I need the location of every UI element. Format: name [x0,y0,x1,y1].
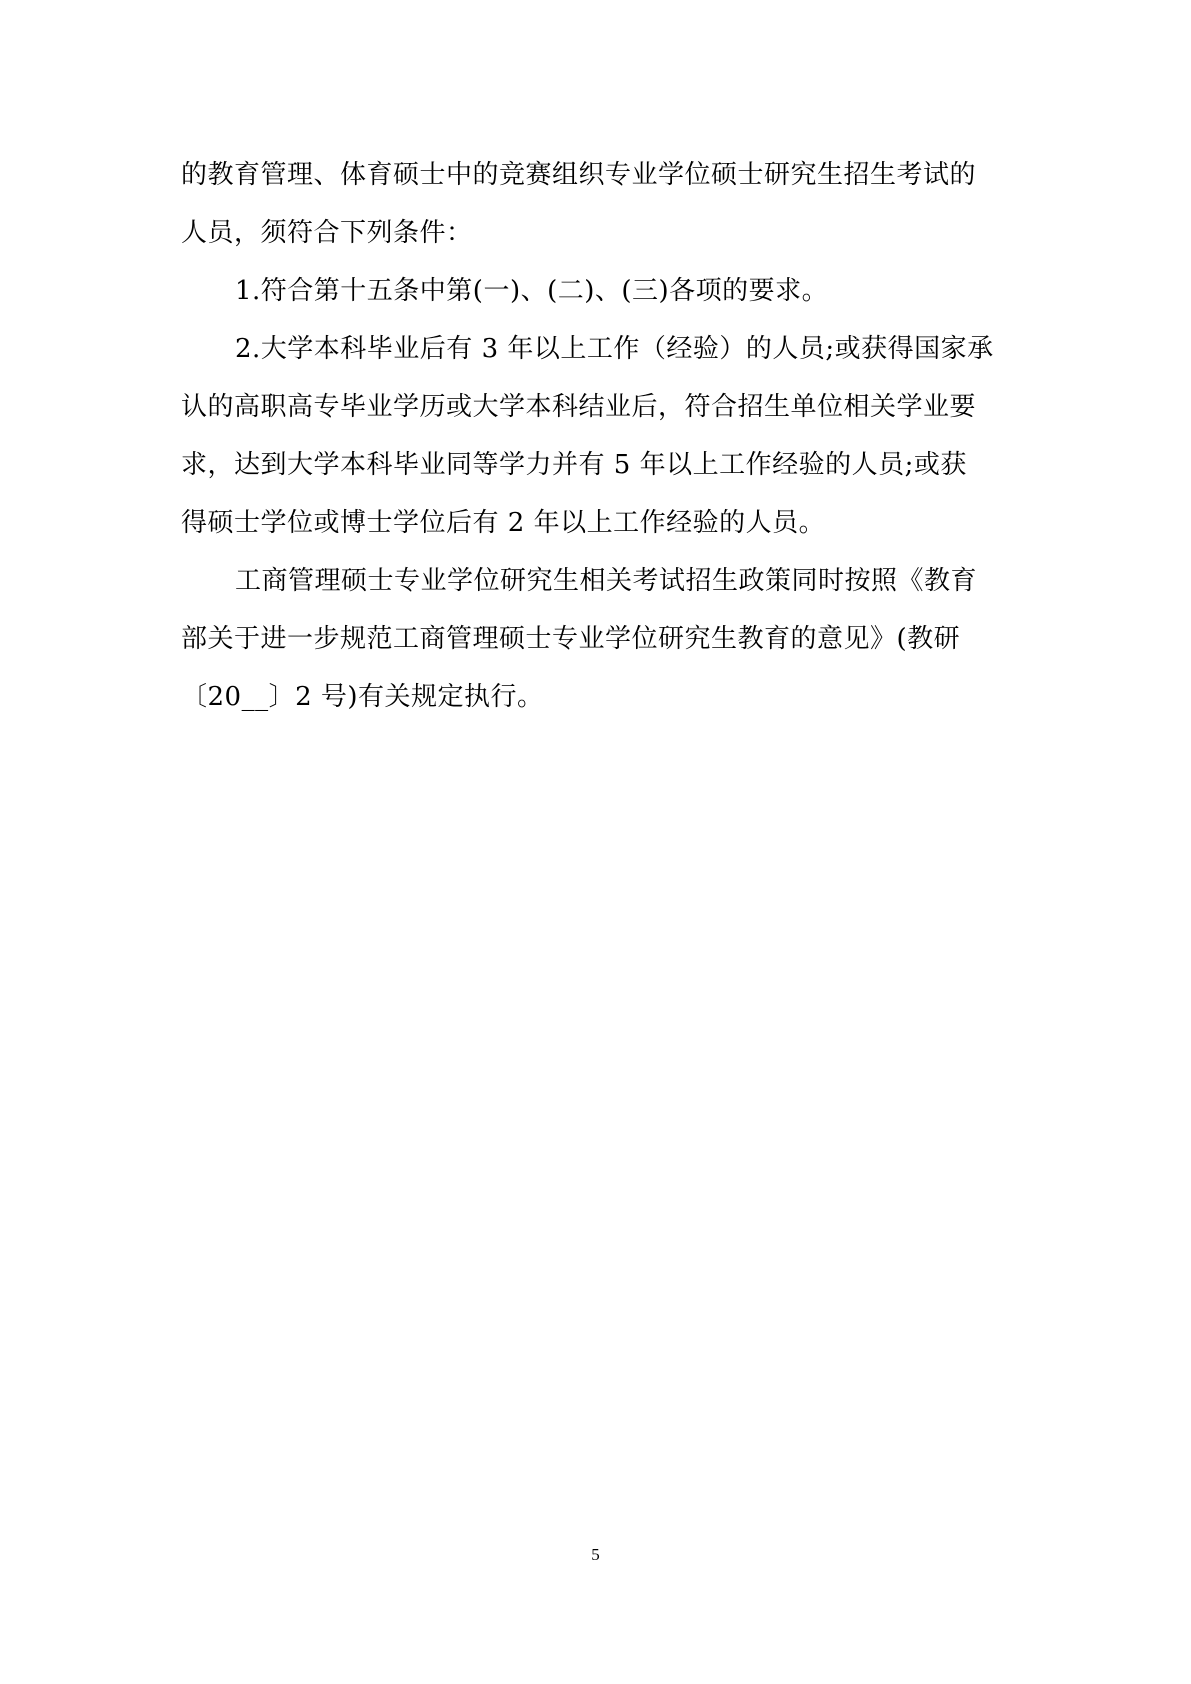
text-line: 的教育管理、体育硕士中的竞赛组织专业学位硕士研究生招生考试的 [181,160,977,190]
page-number: 5 [591,1545,600,1564]
list-item-1: 1.符合第十五条中第(一)、(二)、(三)各项的要求。 [235,276,829,306]
paragraph-start: 工商管理硕士专业学位研究生相关考试招生政策同时按照《教育 [235,566,978,596]
text-line: 〔20__〕2 号)有关规定执行。 [181,682,544,712]
text-line: 认的高职高专毕业学历或大学本科结业后，符合招生单位相关学业要 [181,392,977,422]
document-body [181,146,1021,726]
text-line: 得硕士学位或博士学位后有 2 年以上工作经验的人员。 [181,508,826,538]
text-line: 人员，须符合下列条件： [181,218,473,248]
text-line: 部关于进一步规范工商管理硕士专业学位研究生教育的意见》(教研 [181,624,961,654]
text-line: 求，达到大学本科毕业同等学力并有 5 年以上工作经验的人员;或获 [181,450,967,480]
list-item-2: 2.大学本科毕业后有 3 年以上工作（经验）的人员;或获得国家承 [235,334,994,364]
